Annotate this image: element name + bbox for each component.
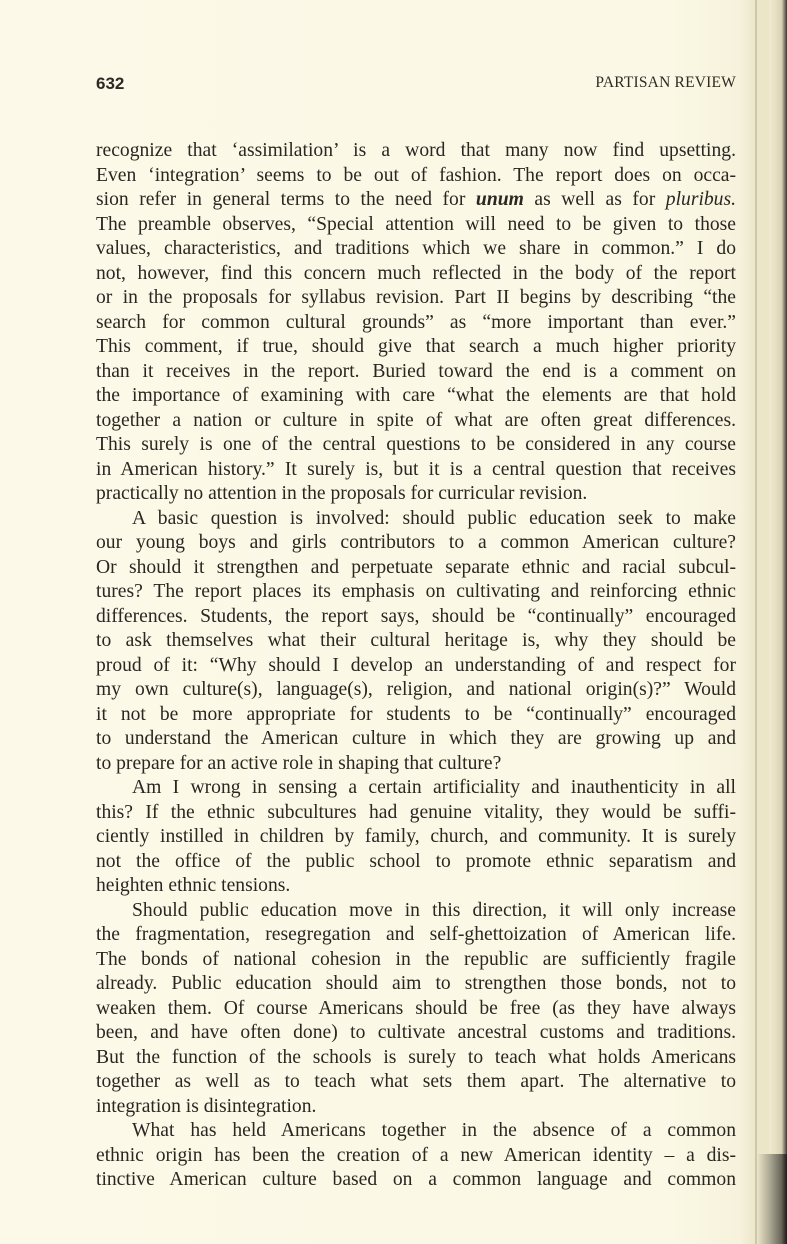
text-line: ethnic origin has been the creation of a new American identity – a dis- bbox=[96, 1144, 736, 1166]
text-line: the importance of examining with care “what the elements are that hold bbox=[96, 385, 736, 406]
text-line: values, characteristics, and traditions which we share in common.” I do bbox=[96, 238, 736, 259]
text-line: heighten ethnic tensions. bbox=[96, 875, 291, 896]
text-line: The preamble observes, “Special attention will need to be given to those bbox=[96, 213, 736, 235]
text-line: to understand the American culture in which they are growing up and bbox=[96, 728, 736, 749]
text-line: than it receives in the report. Buried toward the end is a comment on bbox=[96, 360, 736, 382]
text-line: our young boys and girls contributors to a common American culture? bbox=[96, 532, 736, 553]
running-head: PARTISAN REVIEW bbox=[595, 74, 736, 91]
text-line: Or should it strengthen and perpetuate separate ethnic and racial subcul- bbox=[96, 556, 736, 578]
page-number: 632 bbox=[96, 74, 125, 93]
text-line: This surely is one of the central questions to be considered in any course bbox=[96, 434, 736, 455]
text-line: Should public education move in this direction, it will only increase bbox=[132, 899, 736, 921]
text-line: been, and have often done) to cultivate ancestral customs and traditions. bbox=[96, 1022, 736, 1043]
text-line: not the office of the public school to promote ethnic separatism and bbox=[96, 850, 736, 872]
text-line: integration is disintegration. bbox=[96, 1095, 317, 1117]
text-line: Even ‘integration’ seems to be out of fashion. The report does on occa- bbox=[96, 164, 736, 186]
text-line: search for common cultural grounds” as “more important than ever.” bbox=[96, 311, 736, 333]
text-line: to ask themselves what their cultural heritage is, why they should be bbox=[96, 630, 736, 651]
page-header bbox=[96, 74, 736, 98]
page-edge bbox=[769, 0, 787, 1244]
text-line: A basic question is involved: should public education seek to make bbox=[132, 507, 736, 529]
text-line: it not be more appropriate for students to be “continually” encouraged bbox=[96, 703, 736, 725]
text-line: practically no attention in the proposals for curricular revision. bbox=[96, 483, 588, 504]
text-line: already. Public education should aim to strengthen those bonds, not to bbox=[96, 973, 736, 994]
text-line: But the function of the schools is surely to teach what holds Americans bbox=[96, 1046, 736, 1068]
text-line: This comment, if true, should give that search a much higher priority bbox=[96, 336, 736, 357]
text-line: Am I wrong in sensing a certain artificiality and inauthenticity in all bbox=[132, 777, 736, 798]
emphasis: unum bbox=[475, 189, 524, 210]
text-line: sion refer in general terms to the need for unum as well as for pluribus. bbox=[96, 189, 737, 210]
text-line: to prepare for an active role in shaping that culture? bbox=[96, 752, 502, 774]
text-line: or in the proposals for syllabus revision. Part II begins by describing “the bbox=[96, 287, 736, 308]
text-line: The bonds of national cohesion in the republic are sufficiently fragile bbox=[96, 948, 736, 970]
page-corner-shadow bbox=[757, 1154, 787, 1244]
text-line: proud of it: “Why should I develop an understanding of and respect for bbox=[96, 654, 736, 676]
text-line: together a nation or culture in spite of what are often great differences. bbox=[96, 409, 736, 431]
text-line: tures? The report places its emphasis on cultivating and reinforcing ethnic bbox=[96, 581, 736, 602]
text-line: differences. Students, the report says, should be “continually” encouraged bbox=[96, 605, 736, 627]
emphasis: pluribus. bbox=[665, 189, 737, 210]
text-line: together as well as to teach what sets them apart. The alternative to bbox=[96, 1071, 736, 1092]
page-gutter-line bbox=[755, 0, 757, 1244]
text-line: What has held Americans together in the absence of a common bbox=[132, 1120, 736, 1141]
text-line: this? If the ethnic subcultures had genuine vitality, they would be suffi- bbox=[96, 801, 736, 823]
text-line: not, however, find this concern much reflected in the body of the report bbox=[96, 262, 736, 284]
text-line: recognize that ‘assimilation’ is a word that many now find upsetting. bbox=[96, 140, 736, 161]
text-line: tinctive American culture based on a common language and common bbox=[96, 1169, 736, 1190]
text-line: in American history.” It surely is, but it is a central question that receives bbox=[96, 458, 736, 480]
text-line: the fragmentation, resegregation and self-ghettoization of American life. bbox=[96, 924, 736, 945]
text-line: my own culture(s), language(s), religion, and national origin(s)?” Would bbox=[96, 679, 736, 700]
body-text bbox=[96, 139, 736, 1193]
text-line: weaken them. Of course Americans should be free (as they have always bbox=[96, 997, 736, 1019]
text-line: ciently instilled in children by family, church, and community. It is surely bbox=[96, 826, 736, 847]
